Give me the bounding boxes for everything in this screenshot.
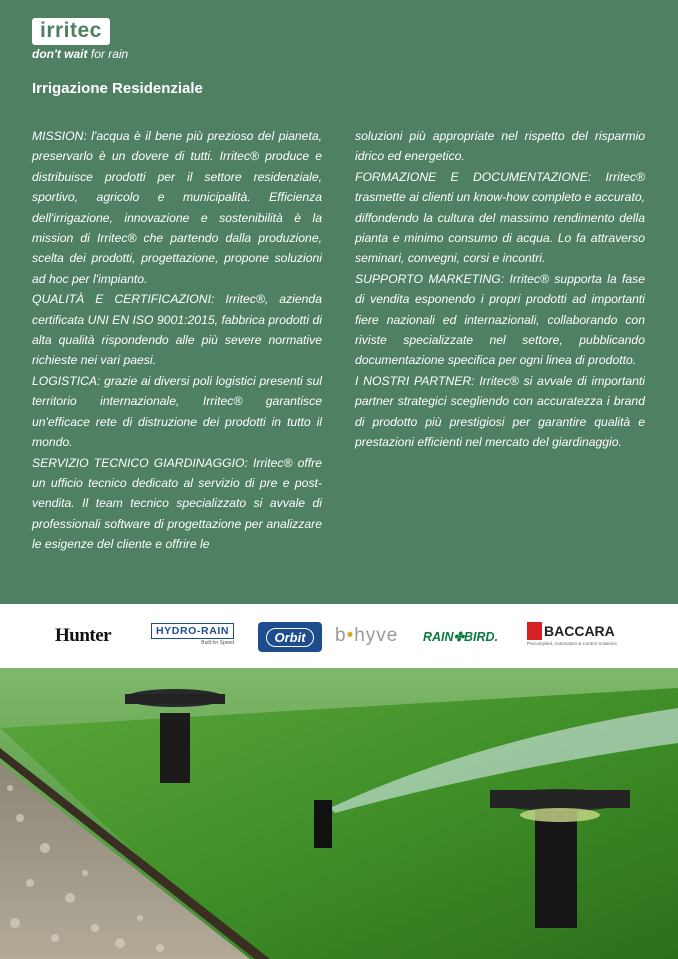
orbit-logo bbox=[258, 622, 322, 652]
rainbird-logo bbox=[423, 624, 498, 648]
baccara-logo bbox=[527, 622, 617, 646]
paragraph-logistics: LOGISTICA: grazie ai diversi poli logistici presenti sul territorio internazionale, Irritec® garantisce un'efficace rete di distruzione dei prodotti in tutto il mondo. bbox=[32, 373, 322, 450]
hydrorain-logo bbox=[151, 623, 234, 646]
paragraph-quality: QUALITÀ E CERTIFICAZIONI: Irritec®, azienda certificata UNI EN ISO 9001:2015, fabbrica prodotti di alta qualità rispondendo alle più severe normative richieste nei vari paesi. bbox=[32, 292, 322, 368]
paragraph-technical-service: SERVIZIO TECNICO GIARDINAGGIO: Irritec® offre un ufficio tecnico dedicato al servizio di pre e post-vendita. Il team tecnico specializzato si avvale di professionali software di progettazione per analizzare le esigenze del cliente e offrire le bbox=[32, 455, 322, 552]
baccara-mark-icon bbox=[527, 622, 542, 640]
sprinkler-middle bbox=[314, 800, 332, 848]
tagline-rest: for rain bbox=[90, 47, 129, 61]
baccara-logo-text: BACCARA bbox=[544, 623, 615, 639]
hunter-logo-text: Hunter bbox=[55, 625, 112, 646]
paragraph-training: FORMAZIONE E DOCUMENTAZIONE: Irritec® trasmette ai clienti un know-how completo e accurato, diffondendo la cultura del massimo rendimento della pianta e minimo consumo di acqua. Lo fa attraverso seminari, convegni, corsi e incontri. bbox=[355, 169, 645, 266]
hydrorain-subtitle: Built for Speed bbox=[201, 640, 235, 646]
paragraph-mission: MISSION: l'acqua è il bene più prezioso del pianeta, preservarlo è un dovere di tutti. Irritec® produce e distribuisce prodotti per il settore residenziale, sportivo, agricolo e municipalità. Efficienza dell'irrigazione, innovazione e sostenibilità è la mission di Irritec® che partendo dalla produzione, scelta dei prodotti, progettazione, propone soluzioni ad hoc per l'impianto. bbox=[32, 129, 322, 286]
tagline-bold: don't wait bbox=[32, 47, 88, 61]
rainbird-logo-text: RAIN✤BIRD. bbox=[423, 629, 499, 644]
irritec-logo bbox=[32, 18, 110, 45]
orbit-logo-text: Orbit bbox=[266, 628, 313, 647]
sprinkler-lawn-photo bbox=[0, 668, 678, 959]
page-title: Irrigazione Residenziale bbox=[32, 80, 203, 97]
bhyve-b: b bbox=[335, 625, 347, 646]
hydrorain-logo-text: HYDRO-RAIN bbox=[151, 623, 234, 639]
paragraph-marketing: SUPPORTO MARKETING: Irritec® supporta la fase di vendita esponendo i propri prodotti ad importanti fiere nazionali ed internazionali, collaborando con riviste specializzate nel settore, pubblicando documentazione specifica per ogni linea di prodotto. bbox=[355, 271, 645, 368]
bhyve-dot: • bbox=[346, 625, 355, 646]
text-column-left bbox=[32, 126, 322, 555]
partner-logos-strip bbox=[0, 604, 678, 668]
paragraph-partners: I NOSTRI PARTNER: Irritec® si avvale di importanti partner strategici scegliendo con accuratezza i brand di prodotto più prestigiosi per garantire qualità e prestazioni efficienti nel mercato del giardinaggio. bbox=[355, 373, 645, 450]
bhyve-logo bbox=[335, 624, 398, 648]
logo-text: irritec bbox=[40, 19, 102, 42]
tagline bbox=[32, 47, 128, 61]
brand-block bbox=[32, 18, 128, 61]
bhyve-rest: hyve bbox=[354, 625, 399, 646]
baccara-row bbox=[527, 622, 615, 640]
photo-illustration bbox=[0, 668, 678, 959]
paragraph-technical-service-cont: soluzioni più appropriate nel rispetto del risparmio idrico ed energetico. bbox=[355, 129, 645, 164]
hunter-logo bbox=[55, 624, 111, 648]
text-column-right bbox=[355, 126, 645, 453]
baccara-subtitle: Precompiled, Automation & Control Solutions bbox=[527, 641, 617, 646]
